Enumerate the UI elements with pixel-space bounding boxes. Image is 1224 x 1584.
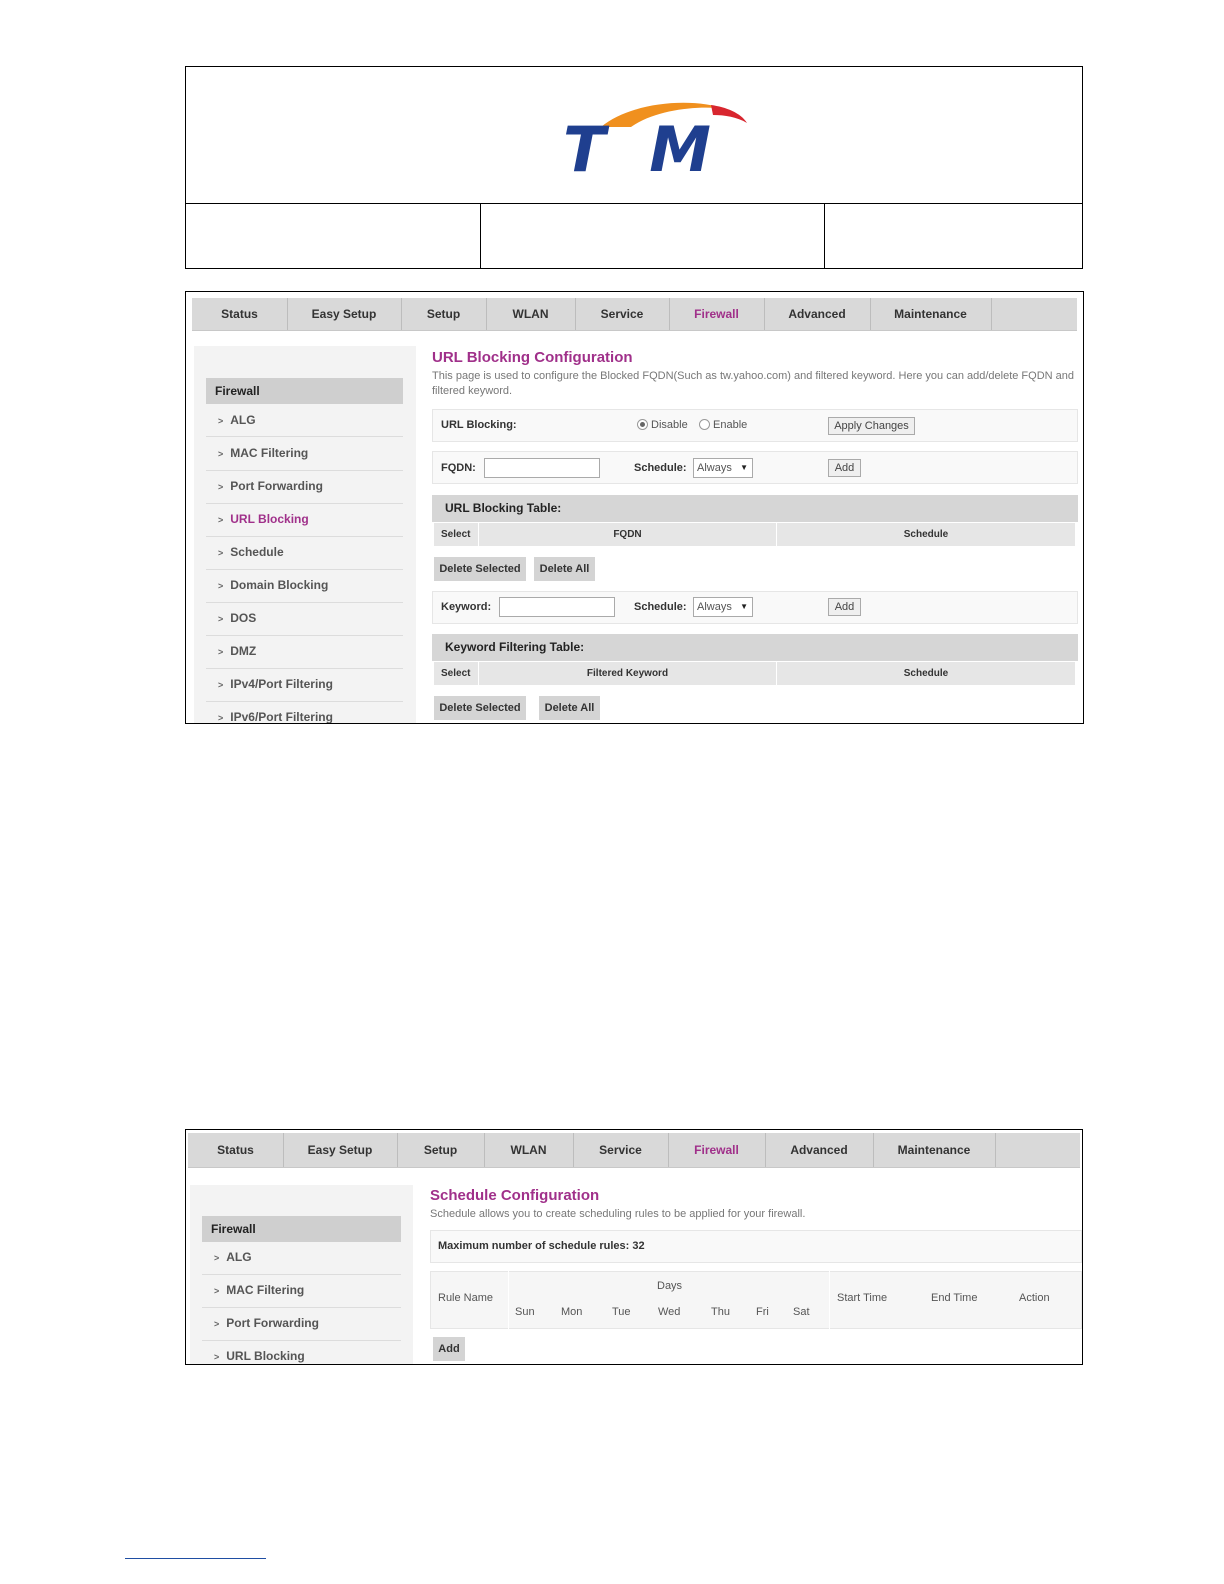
sidebar-item-mac-filtering[interactable]: > MAC Filtering (202, 1275, 401, 1308)
tab-wlan[interactable]: WLAN (484, 1133, 574, 1167)
sidebar-item-domain-blocking[interactable]: > Domain Blocking (206, 570, 403, 603)
footer-rule (125, 1558, 266, 1559)
document-header-table (185, 66, 1083, 269)
sidebar-heading: Firewall (206, 378, 403, 404)
delete-all-button[interactable]: Delete All (534, 557, 595, 581)
disable-radio[interactable] (637, 419, 648, 430)
sidebar-item-alg[interactable]: > ALG (202, 1242, 401, 1275)
fqdn-input[interactable] (484, 458, 600, 478)
chevron-right-icon: > (214, 1319, 220, 1329)
url-blocking-table-title: URL Blocking Table: (432, 495, 1078, 522)
page-description (432, 369, 1077, 399)
tab-service[interactable]: Service (575, 298, 670, 330)
sidebar-item-dmz[interactable]: > DMZ (206, 636, 403, 669)
col-schedule: Schedule (777, 523, 1076, 546)
chevron-right-icon: > (214, 1253, 220, 1263)
tab-advanced[interactable]: Advanced (764, 298, 871, 330)
tab-maintenance[interactable]: Maintenance (873, 1133, 996, 1167)
col-fqdn: FQDN (479, 523, 777, 546)
chevron-right-icon: > (218, 680, 224, 690)
top-nav (192, 298, 1077, 331)
col-schedule: Schedule (777, 662, 1076, 685)
page-description: Schedule allows you to create scheduling rules to be applied for your firewall. (430, 1208, 806, 1220)
col-sun: Sun (515, 1306, 535, 1318)
page-title: Schedule Configuration (430, 1187, 600, 1204)
keyword-input[interactable] (499, 597, 615, 617)
schedule-select[interactable]: Always ▼ (693, 458, 753, 478)
col-sat: Sat (793, 1306, 810, 1318)
sidebar-item-url-blocking[interactable]: > URL Blocking (214, 1349, 305, 1363)
header-cell-left (186, 203, 481, 269)
top-nav (188, 1133, 1080, 1168)
tab-easy-setup[interactable]: Easy Setup (283, 1133, 398, 1167)
chevron-right-icon: > (218, 482, 224, 492)
keyword-delete-all-button[interactable]: Delete All (539, 696, 600, 720)
col-filtered-keyword: Filtered Keyword (479, 662, 777, 685)
tab-maintenance[interactable]: Maintenance (870, 298, 992, 330)
keyword-schedule-select[interactable]: Always ▼ (693, 597, 753, 617)
url-blocking-screenshot (185, 291, 1084, 724)
fqdn-label: FQDN: (441, 462, 476, 474)
chevron-right-icon: > (218, 614, 224, 624)
delete-selected-button[interactable]: Delete Selected (434, 557, 526, 581)
schedule-label: Schedule: (634, 462, 687, 474)
tab-setup[interactable]: Setup (397, 1133, 485, 1167)
col-fri: Fri (756, 1306, 769, 1318)
keyword-schedule-label: Schedule: (634, 601, 687, 613)
tab-setup[interactable]: Setup (401, 298, 487, 330)
page-description-line: filtered keyword. (432, 385, 513, 397)
tab-firewall[interactable]: Firewall (669, 298, 765, 330)
chevron-right-icon: > (218, 581, 224, 591)
chevron-right-icon: > (218, 713, 224, 723)
enable-radio[interactable] (699, 419, 710, 430)
tab-status[interactable]: Status (188, 1133, 284, 1167)
sidebar-item-dos[interactable]: > DOS (206, 603, 403, 636)
tab-firewall[interactable]: Firewall (668, 1133, 766, 1167)
disable-label: Disable (651, 419, 688, 431)
col-end-time: End Time (931, 1292, 978, 1304)
url-blocking-label: URL Blocking: (441, 419, 517, 431)
chevron-right-icon: > (218, 647, 224, 657)
dropdown-arrow-icon: ▼ (740, 463, 748, 472)
tab-service[interactable]: Service (573, 1133, 669, 1167)
col-select: Select (434, 662, 479, 685)
add-keyword-button[interactable]: Add (828, 598, 861, 616)
tab-status[interactable]: Status (192, 298, 288, 330)
page-description-line: This page is used to configure the Blocked FQDN(Such as tw.yahoo.com) and filtered keyword. Here you can add/delete FQDN and (432, 370, 1074, 382)
keyword-delete-selected-button[interactable]: Delete Selected (434, 696, 526, 720)
col-thu: Thu (711, 1306, 730, 1318)
tab-easy-setup[interactable]: Easy Setup (287, 298, 402, 330)
logo-cell (186, 67, 1082, 204)
sidebar-item-schedule[interactable]: > Schedule (206, 537, 403, 570)
col-tue: Tue (612, 1306, 631, 1318)
col-rule-name: Rule Name (438, 1292, 494, 1304)
schedule-screenshot (185, 1129, 1083, 1365)
page-title: URL Blocking Configuration (432, 349, 633, 366)
tm-logo (561, 97, 751, 177)
sidebar-item-mac-filtering[interactable]: > MAC Filtering (206, 438, 403, 471)
header-cell-middle (480, 203, 825, 269)
tab-wlan[interactable]: WLAN (486, 298, 576, 330)
col-select: Select (434, 523, 479, 546)
enable-label: Enable (713, 419, 748, 431)
sidebar-item-port-forwarding[interactable]: > Port Forwarding (202, 1308, 401, 1341)
max-rules-text: Maximum number of schedule rules: 32 (438, 1240, 645, 1252)
chevron-right-icon: > (218, 548, 224, 558)
dropdown-arrow-icon: ▼ (740, 602, 748, 611)
add-fqdn-button[interactable]: Add (828, 459, 861, 477)
chevron-right-icon: > (218, 416, 224, 426)
chevron-right-icon: > (214, 1286, 220, 1296)
sidebar-heading: Firewall (202, 1216, 401, 1242)
apply-changes-button[interactable]: Apply Changes (828, 417, 915, 435)
sidebar-item-port-forwarding[interactable]: > Port Forwarding (206, 471, 403, 504)
sidebar-item-ipv6-port-filtering[interactable]: > IPv6/Port Filtering (218, 710, 333, 724)
url-blocking-row (432, 409, 1078, 442)
col-days: Days (657, 1280, 683, 1292)
tab-advanced[interactable]: Advanced (765, 1133, 874, 1167)
chevron-right-icon: > (218, 449, 224, 459)
keyword-label: Keyword: (441, 601, 492, 613)
keyword-table-title: Keyword Filtering Table: (432, 634, 1078, 661)
col-wed: Wed (658, 1306, 681, 1318)
col-mon: Mon (561, 1306, 583, 1318)
chevron-right-icon: > (214, 1352, 220, 1362)
sidebar-item-url-blocking[interactable]: > URL Blocking (206, 504, 403, 537)
svg-text:TM: TM (563, 113, 711, 177)
add-schedule-button[interactable]: Add (433, 1337, 465, 1361)
col-action: Action (1019, 1292, 1050, 1304)
chevron-right-icon: > (218, 515, 224, 525)
col-start-time: Start Time (837, 1292, 888, 1304)
sidebar-item-alg[interactable]: > ALG (206, 405, 403, 437)
sidebar-item-ipv4-port-filtering[interactable]: > IPv4/Port Filtering (206, 669, 403, 702)
